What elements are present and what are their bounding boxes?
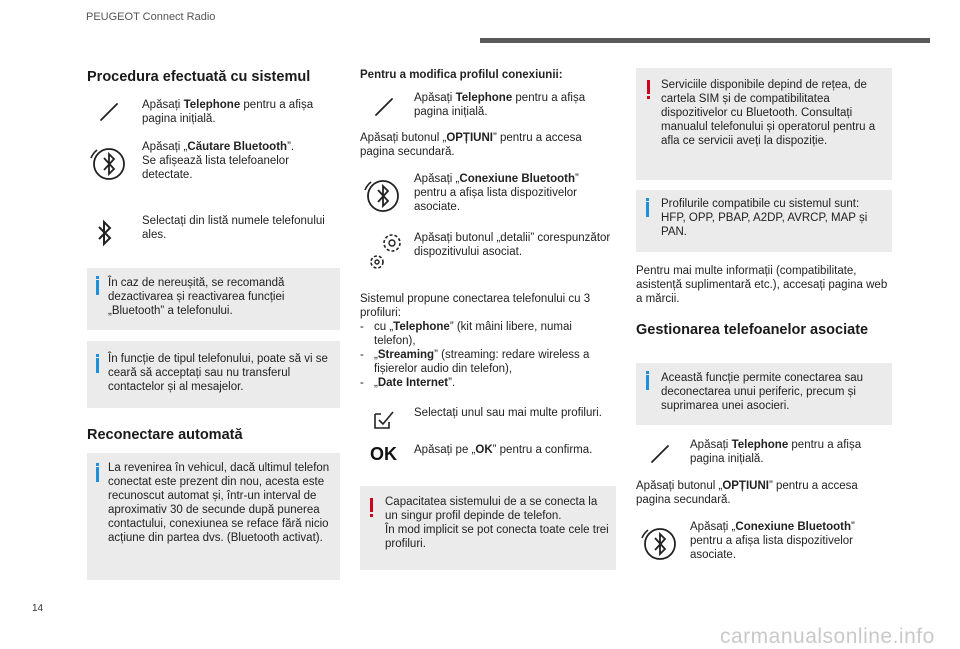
info-icon	[646, 202, 649, 217]
info-box-transfer	[87, 341, 340, 408]
col1-step-bluetooth-search: Apăsați „Căutare Bluetooth”. Se afișează lista telefoanelor detectate.	[142, 141, 295, 181]
col3-step-bluetooth-connection: Apăsați „Conexiune Bluetooth” pentru a afișa lista dispozitivelor asociate.	[690, 521, 855, 561]
warning-box-profile-capacity	[360, 486, 616, 570]
profiles-intro: Sistemul propune conectarea telefonului cu 3 profiluri:	[360, 293, 591, 319]
running-header: PEUGEOT Connect Radio	[86, 11, 216, 23]
info-box-manage	[636, 363, 892, 425]
col1-step-telephone: Apăsați Telephone pentru a afișa pagina inițială.	[142, 99, 314, 125]
checkmark-icon	[373, 410, 395, 430]
info-box-auto-reconnect	[87, 453, 340, 580]
info-icon	[96, 467, 99, 482]
info-box-compatible-profiles	[636, 190, 892, 252]
info-text: La revenirea în vehicul, dacă ultimul telefon conectat este prezent din nou, acesta este recunoscut automat și, într-un interval de aproximativ 30 de secunde după punerea contactului, conexiunea se reface fără nicio acțiune din partea dvs. (Bluetooth activat).	[108, 462, 330, 544]
col3-step-telephone: Apăsați Telephone pentru a afișa pagina inițială.	[690, 439, 862, 465]
info-icon	[646, 375, 649, 390]
details-gear-icon	[365, 228, 409, 272]
list-item: - „Date Internet”.	[360, 376, 610, 390]
section-heading-reconnect: Reconectare automată	[87, 427, 243, 443]
warning-box-services	[636, 68, 892, 180]
list-item: - cu „Telephone” (kit mâini libere, numai telefon),	[360, 320, 610, 348]
bluetooth-connection-icon	[363, 176, 403, 216]
warning-icon	[370, 498, 373, 512]
section-heading-manage-phones: Gestionarea telefoanelor asociate	[636, 322, 869, 338]
info-box-failure	[87, 268, 340, 330]
watermark: carmanualsonline.info	[720, 625, 935, 648]
col1-step-select-phone: Selectați din listă numele telefonului ales.	[142, 215, 325, 241]
info-text: Profilurile compatibile cu sistemul sunt: HFP, OPP, PBAP, A2DP, AVRCP, MAP și PAN.	[661, 198, 868, 238]
phone-icon	[97, 100, 121, 124]
ok-icon: OK	[370, 444, 397, 464]
bluetooth-icon	[96, 219, 114, 247]
phone-icon	[648, 442, 672, 466]
col2-options-text: Apăsați butonul „OPȚIUNI” pentru a accesa pagina secundară.	[360, 132, 582, 158]
col2-step-details: Apăsați butonul „detalii” corespunzător dispozitivului asociat.	[414, 232, 611, 258]
profiles-list	[360, 320, 610, 390]
subheading-profile: Pentru a modifica profilul conexiunii:	[360, 69, 563, 81]
info-icon	[96, 280, 99, 295]
col2-step-telephone: Apăsați Telephone pentru a afișa pagina inițială.	[414, 92, 586, 118]
warning-icon	[647, 80, 650, 94]
col2-step-bluetooth-connection: Apăsați „Conexiune Bluetooth” pentru a afișa lista dispozitivelor asociate.	[414, 173, 579, 213]
section-heading-procedure: Procedura efectuată cu sistemul	[87, 69, 311, 85]
col2-step-select-profiles: Selectați unul sau mai multe profiluri.	[414, 407, 602, 419]
info-text: În caz de nereușită, se recomandă dezactivarea și reactivarea funcției „Bluetooth” a telefonului.	[108, 277, 285, 317]
info-text: Această funcție permite conectarea sau deconectarea unui periferic, precum și suprimarea unei asocieri.	[661, 372, 864, 412]
phone-icon	[372, 95, 396, 119]
warning-text: Serviciile disponibile depind de rețea, de cartela SIM și de compatibilitatea dispozitivelor cu Bluetooth. Consultați manualul telefonului și operatorul pentru a afla ce servicii aveți la dispoziție.	[661, 79, 876, 147]
col2-step-confirm: Apăsați pe „OK” pentru a confirma.	[414, 444, 593, 456]
col3-options-text: Apăsați butonul „OPȚIUNI” pentru a accesa pagina secundară.	[636, 480, 858, 506]
list-item: - „Streaming” (streaming: redare wireless a fișierelor audio din telefon),	[360, 348, 610, 376]
bluetooth-connection-icon	[640, 524, 680, 564]
header-bar	[480, 38, 930, 43]
more-info-text: Pentru mai multe informații (compatibilitate, asistență suplimentară etc.), accesați pagina web a mărcii.	[636, 265, 888, 305]
bluetooth-search-icon	[89, 144, 129, 184]
info-icon	[96, 358, 99, 373]
page-number: 14	[32, 603, 44, 614]
warning-text: Capacitatea sistemului de a se conecta la un singur profil depinde de telefon. În mod implicit se pot conecta toate cele trei profiluri.	[385, 496, 609, 550]
info-text: În funcție de tipul telefonului, poate să vi se ceară să acceptați sau nu transferul contactelor și al mesajelor.	[108, 353, 328, 393]
